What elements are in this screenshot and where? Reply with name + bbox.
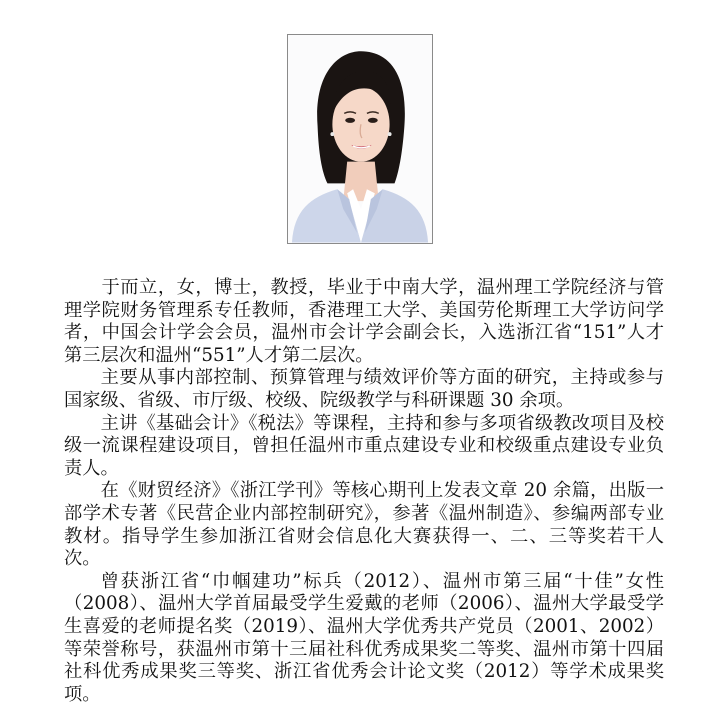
bio-paragraph-5: 曾获浙江省“巾帼建功”标兵（2012）、温州市第三届“十佳”女性（2008）、温州大学首届最受学生爱戴的老师（2006）、温州大学最受学生喜爱的老师提名奖（2019）、温州大学优秀共产党员（2001、2002）等荣誉称号，获温州市第十三届社科优秀成果奖二等奖、温州市第十四届社科优秀成果奖三等奖、浙江省优秀会计论文奖（2012）等学术成果奖项。 <box>64 570 664 705</box>
portrait-illustration <box>288 35 432 243</box>
bio-paragraph-4: 在《财贸经济》《浙江学刊》等核心期刊上发表文章 20 余篇，出版一部学术专著《民营企业内部控制研究》，参著《温州制造》、参编两部专业教材。指导学生参加浙江省财会信息化大赛获得一、二、三等奖若干人次。 <box>64 480 664 570</box>
biography <box>64 277 664 706</box>
bio-paragraph-3: 主讲《基础会计》《税法》等课程，主持和参与多项省级教改项目及校级一流课程建设项目，曾担任温州市重点建设专业和校级重点建设专业负责人。 <box>64 412 664 479</box>
bio-paragraph-1: 于而立，女，博士，教授，毕业于中南大学，温州理工学院经济与管理学院财务管理系专任教师，香港理工大学、美国劳伦斯理工大学访问学者，中国会计学会会员，温州市会计学会副会长，入选浙江省“151”人才第三层次和温州“551”人才第二层次。 <box>64 277 664 366</box>
portrait-photo <box>287 34 433 244</box>
bio-paragraph-2: 主要从事内部控制、预算管理与绩效评价等方面的研究，主持或参与国家级、省级、市厅级、校级、院级教学与科研课题 30 余项。 <box>64 367 664 411</box>
